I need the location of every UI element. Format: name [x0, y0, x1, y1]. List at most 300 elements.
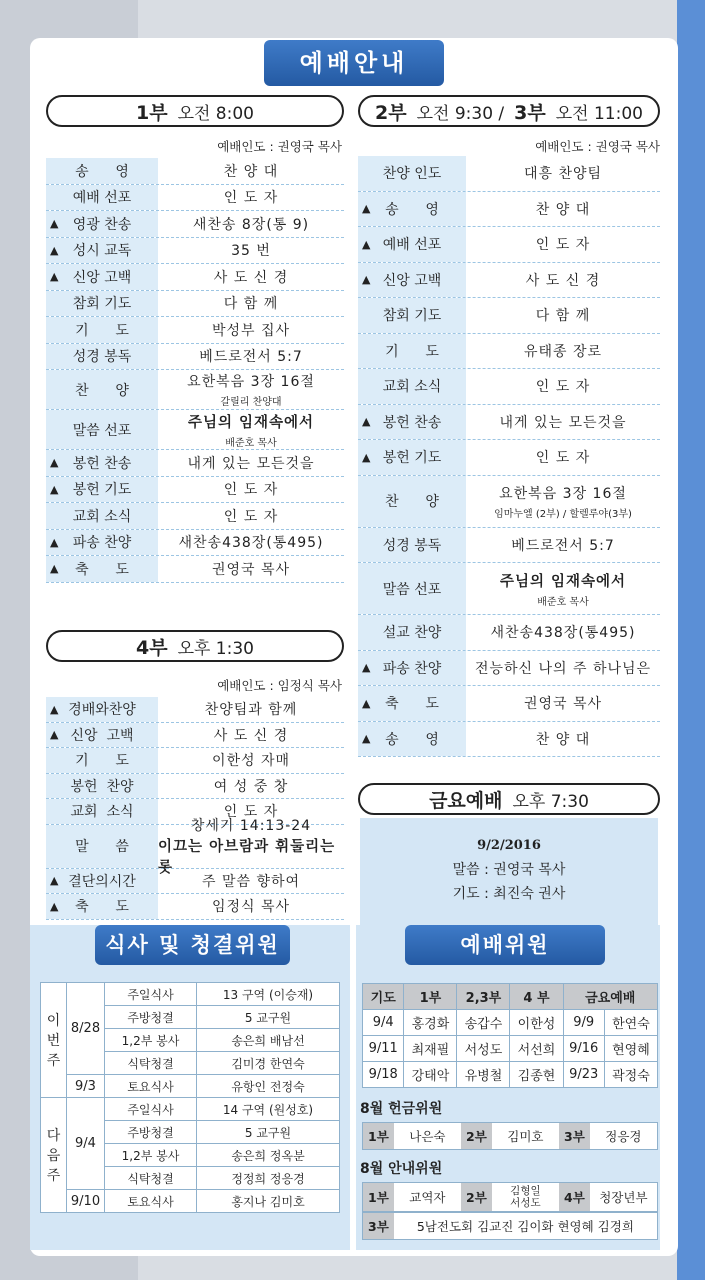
meal-date: 8/28	[67, 983, 105, 1075]
meal-row	[41, 1098, 340, 1121]
order-label-text: 예배 선포	[72, 190, 132, 207]
order-value	[466, 651, 660, 686]
order-value	[158, 818, 344, 876]
order-label-text: 기 도	[75, 753, 129, 770]
order-label-text: 교회 소식	[70, 804, 134, 821]
page-title: 예배안내	[264, 40, 444, 86]
order-label-text: 찬 양	[385, 494, 439, 510]
order-label	[46, 530, 158, 556]
order-label-text: 경배와찬양	[68, 702, 136, 719]
order-label-text: 신앙 고백	[72, 269, 132, 286]
order-label	[46, 799, 158, 824]
order-value-text: 요한복음 3장 16절	[499, 485, 627, 502]
meal-assignee: 정정희 정응경	[197, 1167, 340, 1190]
order-label	[46, 503, 158, 529]
standing-marker-icon: ▲	[50, 243, 59, 257]
order-label	[358, 476, 466, 527]
standing-marker-icon: ▲	[50, 728, 59, 742]
order-label	[46, 238, 158, 264]
order-value-text: 인 도 자	[223, 190, 279, 207]
order-value-text: 주님의 임재속에서	[187, 414, 315, 431]
prayer-cell: 9/16	[563, 1036, 604, 1062]
order-value	[158, 238, 344, 264]
order-value	[158, 894, 344, 919]
order-label-text: 송 영	[75, 163, 129, 180]
order-value-text: 새찬송438장(통495)	[178, 535, 324, 552]
order-row	[46, 264, 344, 291]
prayer-cell: 9/11	[363, 1036, 404, 1062]
committee-members: 김미호	[507, 1129, 544, 1144]
order-value	[158, 211, 344, 237]
order-value	[158, 503, 344, 529]
order-value-text: 새찬송 8장(통 9)	[192, 216, 310, 233]
meal-row	[41, 1075, 340, 1098]
order-label-text: 교회 소식	[382, 379, 442, 396]
service1-header	[46, 95, 344, 127]
order-value-text: 이한성 자매	[211, 753, 291, 770]
standing-marker-icon: ▲	[362, 273, 371, 287]
prayer-cell: 곽정숙	[604, 1062, 657, 1088]
prayer-header-row	[363, 984, 658, 1010]
committee-service-label: 3부	[363, 1213, 394, 1239]
order-label-text: 파송 찬양	[382, 660, 442, 677]
offering-row	[362, 1122, 658, 1150]
order-row	[358, 563, 660, 615]
order-label	[46, 344, 158, 370]
prayer-cell: 서성도	[457, 1036, 510, 1062]
order-row	[46, 158, 344, 185]
friday-prayer: 기도 : 최진숙 권사	[452, 886, 566, 902]
order-label	[46, 410, 158, 449]
background-accent	[677, 0, 705, 1280]
prayer-cell: 이한성	[510, 1010, 563, 1036]
meal-date: 9/4	[67, 1098, 105, 1190]
order-value	[466, 528, 660, 563]
order-label-text: 신앙 고백	[70, 727, 134, 744]
meal-date: 9/3	[67, 1075, 105, 1098]
standing-marker-icon: ▲	[362, 415, 371, 429]
order-label	[358, 440, 466, 475]
meal-duty: 토요식사	[105, 1075, 197, 1098]
prayer-cell: 홍경화	[404, 1010, 457, 1036]
order-value	[466, 405, 660, 440]
order-row	[358, 476, 660, 528]
friday-sermon: 말씀 : 권영국 목사	[452, 862, 566, 878]
prayer-header-cell: 1부	[404, 984, 457, 1010]
order-row	[46, 530, 344, 557]
standing-marker-icon: ▲	[50, 456, 59, 470]
order-label-text: 봉헌 기도	[72, 482, 132, 499]
meal-assignee: 송은희 정옥분	[197, 1144, 340, 1167]
order-label-text: 말씀 선포	[382, 581, 442, 598]
order-label	[358, 263, 466, 298]
service4-header	[46, 630, 344, 662]
service1-label: 1부	[135, 101, 168, 124]
standing-marker-icon: ▲	[50, 562, 59, 576]
order-value-text: 임정식 목사	[211, 899, 291, 916]
order-value	[158, 317, 344, 343]
order-value-text: 인 도 자	[223, 804, 279, 821]
order-label	[46, 291, 158, 317]
meal-assignee: 유항인 전정숙	[197, 1075, 340, 1098]
meal-table	[40, 982, 340, 1213]
order-label	[358, 156, 466, 191]
order-row	[46, 477, 344, 504]
order-value	[466, 476, 660, 527]
order-row	[358, 528, 660, 564]
prayer-cell: 9/4	[363, 1010, 404, 1036]
order-value	[158, 477, 344, 503]
meal-week-label: 다 음 주	[41, 1098, 67, 1213]
order-value-text: 권영국 목사	[211, 561, 291, 578]
prayer-row	[363, 1062, 658, 1088]
order-row	[46, 774, 344, 800]
order-value-text: 다 함 께	[535, 308, 591, 325]
order-label	[358, 369, 466, 404]
order-value-text: 35 번	[231, 243, 271, 260]
order-label-text: 봉헌 기도	[382, 450, 442, 467]
service23-header	[358, 95, 660, 127]
order-value-text: 내게 있는 모든것을	[499, 414, 627, 431]
order-value-text: 창세기 14:13-24	[190, 818, 312, 834]
prayer-header-cell: 4 부	[510, 984, 563, 1010]
committee-service-label: 2부	[461, 1123, 492, 1149]
meal-duty: 식탁청결	[105, 1052, 197, 1075]
meal-date: 9/10	[67, 1190, 105, 1213]
order-label-text: 찬 양	[75, 382, 129, 399]
meal-duty: 1,2부 봉사	[105, 1144, 197, 1167]
order-row	[358, 686, 660, 722]
meal-assignee: 김미경 한연숙	[197, 1052, 340, 1075]
prayer-row	[363, 1010, 658, 1036]
prayer-cell: 유병철	[457, 1062, 510, 1088]
order-value	[158, 450, 344, 476]
order-label	[46, 477, 158, 503]
standing-marker-icon: ▲	[50, 899, 59, 913]
committee-title: 예배위원	[405, 925, 605, 965]
order-label-text: 결단의시간	[68, 873, 136, 890]
meal-title: 식사 및 청결위원	[95, 925, 290, 965]
order-label	[46, 723, 158, 748]
order-label-text: 축 도	[75, 899, 129, 916]
meal-assignee: 홍지나 김미호	[197, 1190, 340, 1213]
standing-marker-icon: ▲	[50, 270, 59, 284]
order-row	[358, 440, 660, 476]
order-label	[46, 317, 158, 343]
order-row	[46, 450, 344, 477]
order-row	[46, 697, 344, 723]
order-value	[158, 344, 344, 370]
committee-service-label: 1부	[363, 1123, 394, 1149]
order-label-text: 신앙 고백	[382, 272, 442, 289]
usher-title: 8월 안내위원	[360, 1161, 443, 1177]
prayer-header-cell: 2,3부	[457, 984, 510, 1010]
order-label-text: 축 도	[385, 696, 439, 713]
order-label	[358, 563, 466, 614]
order-value	[466, 369, 660, 404]
order-value	[466, 263, 660, 298]
friday-date: 9/2/2016	[477, 838, 541, 853]
order-value	[158, 723, 344, 748]
prayer-header-cell: 금요예배	[563, 984, 658, 1010]
order-value	[466, 192, 660, 227]
order-row	[46, 238, 344, 265]
order-value	[158, 370, 344, 409]
order-value-sub: 배준호 목사	[225, 437, 277, 449]
order-value-text: 인 도 자	[223, 482, 279, 499]
order-label	[46, 264, 158, 290]
committee-service-label: 1부	[363, 1183, 394, 1211]
order-value-sub: 갈릴리 찬양대	[220, 397, 282, 408]
order-label	[46, 774, 158, 799]
order-label-text: 참회 기도	[72, 296, 132, 313]
order-label-text: 축 도	[75, 561, 129, 578]
order-value	[158, 158, 344, 184]
order-value-sub: 이끄는 아브람과 휘둘리는 롯	[158, 839, 336, 876]
order-label-text: 송 영	[385, 201, 439, 218]
order-value-text: 주님의 임재속에서	[499, 573, 627, 590]
order-value-text: 대흥 찬양팀	[523, 166, 603, 183]
friday-label: 금요예배	[429, 789, 503, 812]
order-label-text: 성경 봉독	[72, 349, 132, 366]
prayer-cell: 강태악	[404, 1062, 457, 1088]
order-label-text: 송 영	[385, 731, 439, 748]
meal-assignee: 5 교구원	[197, 1006, 340, 1029]
order-value	[466, 722, 660, 757]
order-label	[358, 651, 466, 686]
committee-members: 김형일 서성도	[510, 1185, 541, 1209]
meal-assignee: 13 구역 (이승재)	[197, 983, 340, 1006]
order-label	[46, 158, 158, 184]
meal-duty: 토요식사	[105, 1190, 197, 1213]
order-value	[158, 869, 344, 894]
order-label-text: 참회 기도	[382, 308, 442, 325]
friday-details	[360, 818, 658, 928]
order-value	[466, 298, 660, 333]
order-value	[158, 410, 344, 449]
order-value	[466, 334, 660, 369]
meal-row	[41, 983, 340, 1006]
prayer-cell: 9/23	[563, 1062, 604, 1088]
offering-title: 8월 헌금위원	[360, 1101, 443, 1117]
order-row	[358, 334, 660, 370]
prayer-cell: 서선희	[510, 1036, 563, 1062]
order-label-text: 기 도	[75, 322, 129, 339]
order-label	[358, 686, 466, 721]
prayer-cell: 최재필	[404, 1036, 457, 1062]
standing-marker-icon: ▲	[362, 450, 371, 464]
order-row	[46, 869, 344, 895]
order-label	[358, 528, 466, 563]
order-label	[358, 298, 466, 333]
order-label-text: 영광 찬송	[72, 216, 132, 233]
order-row	[358, 405, 660, 441]
order-row	[46, 317, 344, 344]
order-label	[46, 450, 158, 476]
order-row	[46, 211, 344, 238]
standing-marker-icon: ▲	[50, 535, 59, 549]
standing-marker-icon: ▲	[50, 874, 59, 888]
service1-leader: 예배인도 : 권영국 목사	[217, 139, 342, 154]
order-value-text: 유태종 장로	[523, 343, 603, 360]
order-value	[158, 774, 344, 799]
order-value-text: 전능하신 나의 주 하나님은	[474, 660, 652, 677]
prayer-cell: 현영혜	[604, 1036, 657, 1062]
order-value-text: 요한복음 3장 16절	[187, 374, 315, 390]
usher-row-2	[362, 1212, 658, 1240]
prayer-row	[363, 1036, 658, 1062]
committee-service-label: 3부	[559, 1123, 590, 1149]
order-value	[158, 556, 344, 582]
order-label-text: 파송 찬양	[72, 535, 132, 552]
service4-time: 오후 1:30	[177, 638, 254, 659]
order-row	[46, 723, 344, 749]
order-value-text: 찬 양 대	[223, 163, 279, 180]
standing-marker-icon: ▲	[362, 661, 371, 675]
order-label-text: 예배 선포	[382, 237, 442, 254]
order-value	[466, 440, 660, 475]
meal-duty: 주방청결	[105, 1006, 197, 1029]
order-row	[46, 556, 344, 583]
order-row	[46, 291, 344, 318]
order-label	[358, 405, 466, 440]
order-label	[358, 227, 466, 262]
meal-assignee: 14 구역 (원성호)	[197, 1098, 340, 1121]
order-label-text: 말씀 선포	[72, 422, 132, 439]
order-value	[158, 530, 344, 556]
order-row	[358, 156, 660, 192]
order-label-text: 기 도	[385, 343, 439, 360]
prayer-cell: 9/9	[563, 1010, 604, 1036]
prayer-cell: 김종현	[510, 1062, 563, 1088]
order-value-text: 사 도 신 경	[213, 727, 289, 744]
prayer-cell: 송갑수	[457, 1010, 510, 1036]
order-label	[358, 192, 466, 227]
order-row	[46, 410, 344, 450]
service23-leader: 예배인도 : 권영국 목사	[535, 139, 660, 154]
order-value-sub: 배준호 목사	[537, 596, 589, 608]
order-row	[46, 370, 344, 410]
order-value	[158, 185, 344, 211]
order-label-text: 봉헌 찬송	[72, 455, 132, 472]
order-value	[158, 291, 344, 317]
prayer-cell: 9/18	[363, 1062, 404, 1088]
meal-assignee: 5 교구원	[197, 1121, 340, 1144]
committee-members: 청장년부	[599, 1190, 648, 1205]
meal-assignee: 송은희 배남선	[197, 1029, 340, 1052]
order-row	[358, 722, 660, 758]
order-value-sub: 임마누엘 (2부) / 할렐루야(3부)	[494, 508, 632, 520]
order-value-text: 권영국 목사	[523, 696, 603, 713]
service4-leader: 예배인도 : 임정식 목사	[217, 678, 342, 693]
order-row	[358, 615, 660, 651]
committee-members: 정응경	[605, 1129, 642, 1144]
meal-row	[41, 1190, 340, 1213]
prayer-table	[362, 983, 658, 1088]
prayer-cell: 한연숙	[604, 1010, 657, 1036]
order-row	[46, 748, 344, 774]
order-value-text: 다 함 께	[223, 296, 279, 313]
order-label	[46, 370, 158, 409]
order-label-text: 말 씀	[75, 839, 129, 855]
order-label-text: 봉헌 찬양	[70, 778, 134, 795]
order-label-text: 찬양 인도	[382, 166, 442, 183]
friday-header	[358, 783, 660, 815]
order-row	[46, 185, 344, 212]
order-value-text: 내게 있는 모든것을	[187, 455, 315, 472]
order-row	[46, 894, 344, 920]
order-value-text: 사 도 신 경	[525, 272, 601, 289]
standing-marker-icon: ▲	[362, 202, 371, 216]
meal-duty: 주방청결	[105, 1121, 197, 1144]
order-row	[358, 227, 660, 263]
order-label-text: 봉헌 찬송	[382, 414, 442, 431]
order-label	[46, 185, 158, 211]
order-row	[46, 818, 344, 876]
order-value-text: 주 말씀 향하여	[201, 873, 301, 890]
order-value	[158, 264, 344, 290]
committee-members: 교역자	[409, 1190, 446, 1205]
order-label-text: 성경 봉독	[382, 537, 442, 554]
committee-service-label: 4부	[559, 1183, 590, 1211]
order-value-text: 인 도 자	[535, 237, 591, 254]
meal-duty: 주일식사	[105, 983, 197, 1006]
order-value	[466, 156, 660, 191]
order-label-text: 설교 찬양	[382, 625, 442, 642]
usher-row-1	[362, 1182, 658, 1212]
order-value	[466, 686, 660, 721]
service2-time: 오전 9:30 /	[416, 103, 505, 124]
committee-service-label: 2부	[461, 1183, 492, 1211]
order-value-text: 찬양팀과 함께	[204, 702, 298, 719]
order-value	[158, 697, 344, 722]
order-value-text: 새찬송438장(통495)	[490, 625, 636, 642]
order-label	[46, 869, 158, 894]
order-value	[466, 563, 660, 614]
order-value-text: 사 도 신 경	[213, 269, 289, 286]
order-label	[46, 894, 158, 919]
standing-marker-icon: ▲	[362, 237, 371, 251]
order-row	[46, 503, 344, 530]
friday-time: 오후 7:30	[512, 791, 589, 812]
service2-label: 2부	[375, 101, 407, 124]
standing-marker-icon: ▲	[50, 482, 59, 496]
order-value-text: 찬 양 대	[535, 201, 591, 218]
order-label	[46, 211, 158, 237]
order-value-text: 베드로전서 5:7	[199, 349, 303, 366]
order-row	[358, 369, 660, 405]
order-value-text: 여 성 중 창	[213, 778, 289, 795]
order-row	[358, 651, 660, 687]
order-value-text: 찬 양 대	[535, 731, 591, 748]
order-label-text: 교회 소식	[72, 508, 132, 525]
meal-duty: 식탁청결	[105, 1167, 197, 1190]
service4-label: 4부	[135, 636, 168, 659]
order-label	[358, 722, 466, 757]
order-label-text: 성시 교독	[72, 243, 132, 260]
meal-week-label: 이 번 주	[41, 983, 67, 1098]
order-value	[466, 227, 660, 262]
service1-time: 오전 8:00	[177, 103, 254, 124]
order-value	[466, 615, 660, 650]
committee-members: 나은숙	[409, 1129, 446, 1144]
committee-members: 5남전도회 김교진 김이화 현영혜 김경희	[416, 1219, 634, 1234]
order-row	[358, 263, 660, 299]
order-value-text: 베드로전서 5:7	[511, 537, 615, 554]
order-value-text: 인 도 자	[535, 450, 591, 467]
standing-marker-icon: ▲	[50, 702, 59, 716]
order-value-text: 인 도 자	[535, 379, 591, 396]
